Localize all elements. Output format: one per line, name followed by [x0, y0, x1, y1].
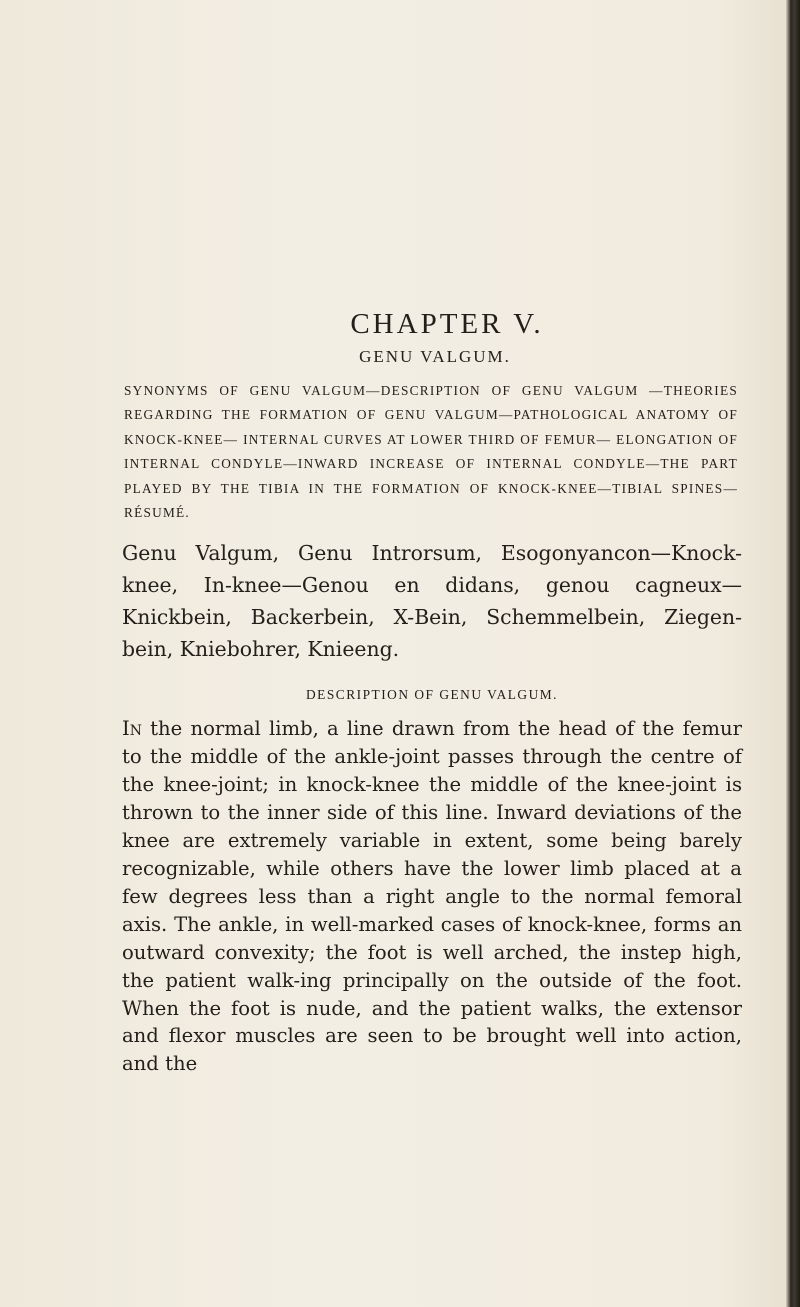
chapter-subtitle: GENU VALGUM. — [359, 347, 511, 366]
body-paragraph — [122, 715, 742, 1078]
chapter-synopsis: SYNONYMS OF GENU VALGUM—DESCRIPTION OF GENU VALGUM —THEORIES REGARDING THE FORMATION OF GENU VALGUM—PATHOLOGICAL ANATOMY OF KNOCK-KNEE— INTERNAL CURVES AT LOWER THIRD OF FEMUR— ELONGATION OF INTERNAL CONDYLE—INWARD INCREASE OF INTERNAL CONDYLE—THE PART PLAYED BY THE TIBIA IN THE FORMATION OF KNOCK-KNEE—TIBIAL SPINES—RÉSUMÉ. — [124, 383, 738, 521]
page-edge — [786, 0, 800, 1307]
section-heading: DESCRIPTION OF GENU VALGUM. — [305, 687, 559, 703]
page-content — [122, 308, 742, 1078]
paragraph-lead: In — [122, 717, 142, 741]
paragraph-text: the normal limb, a line drawn from the head of the femur to the middle of the ankle-joint passes through the centre of the knee-joint; in knock-knee the middle of the knee-joint is thrown to the inner side of this line. Inward deviations of the knee are extremely variable in extent, some being barely recognizable, while others have the lower limb placed at a few degrees less than a right angle to the normal femoral axis. The ankle, in well-marked cases of knock-knee, forms an outward convexity; the foot is well arched, the instep high, the patient walk-ing principally on the outside of the foot. When the foot is nude, and the patient walks, the extensor and flexor muscles are seen to be brought well into action, and the — [122, 717, 742, 1076]
synonyms-paragraph: Genu Valgum, Genu Introrsum, Esogonyancon—Knock-knee, In-knee—Genou en didans, genou cagneux—Knickbein, Backerbein, X-Bein, Schemmelbein, Ziegen-bein, Kniebohrer, Knieeng. — [122, 541, 742, 662]
chapter-title: CHAPTER V. — [350, 308, 544, 340]
